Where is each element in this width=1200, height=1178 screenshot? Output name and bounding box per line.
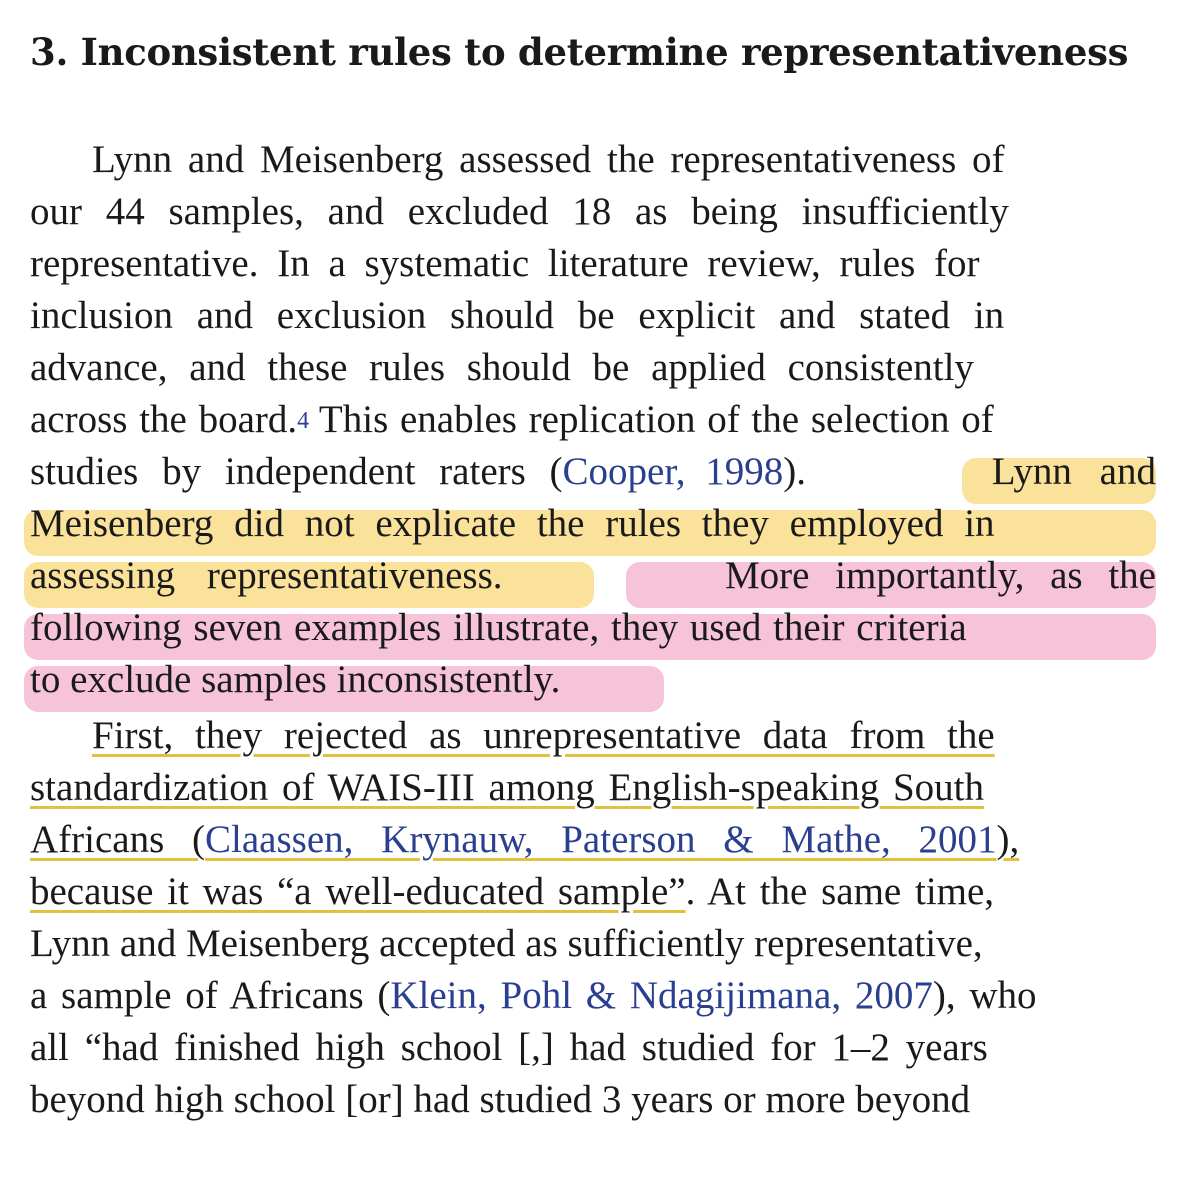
paragraph1-line — [30, 549, 1156, 602]
p1-line9-highlight-yellow: assessing representativeness — [30, 554, 493, 597]
p1-line7-mid: ). — [783, 450, 807, 493]
p1-line3-text: representative. In a systematic literature review, rules for — [30, 242, 980, 285]
p2-line1-underlined: First, they rejected as unrepresentative data from the — [92, 714, 995, 757]
p1-line1-text: Lynn and Meisenberg assessed the representativeness of — [92, 138, 1005, 181]
p1-line10-highlight: following seven examples illustrate, they used their criteria — [30, 606, 967, 649]
paragraph1-line — [30, 601, 1156, 654]
p2-line2-underlined: standardization of WAIS-III among English-speaking South — [30, 766, 985, 809]
p1-line6-pre: across the board. — [30, 398, 298, 441]
p2-line4-underlined: because it was “a well-educated sample” — [30, 870, 686, 913]
p2-line6-post: ), who — [932, 974, 1037, 1017]
p1-line7-highlight: Lynn and — [991, 450, 1156, 493]
p2-line5-text: Lynn and Meisenberg accepted as sufficiently representative, — [30, 922, 983, 965]
p2-line7-text: all “had finished high school [,] had studied for 1–2 years — [30, 1026, 988, 1069]
p2-line3-pre: Africans ( — [30, 818, 206, 861]
paragraph2-line — [30, 917, 1156, 970]
p1-line5-text: advance, and these rules should be applied consistently — [30, 346, 974, 389]
p2-line6-pre: a sample of Africans ( — [30, 974, 391, 1017]
p2-line8-text: beyond high school [or] had studied 3 years or more beyond — [30, 1078, 971, 1121]
p1-line8-highlight: Meisenberg did not explicate the rules they employed in — [30, 502, 995, 545]
p1-line6-post: This enables replication of the selection of — [318, 398, 994, 441]
citation-cooper-link[interactable]: Cooper, 1998 — [562, 450, 784, 493]
paragraph1-line — [30, 289, 1156, 342]
p2-line3-post: ), — [996, 818, 1020, 861]
p1-line7-pre: studies by independent raters ( — [30, 450, 563, 493]
paragraph2-line — [30, 813, 1156, 866]
paragraph1-line — [30, 497, 1156, 550]
p1-line11-highlight: to exclude samples inconsistently. — [30, 658, 561, 701]
paragraph1-line — [30, 133, 1156, 186]
p1-line2-text: our 44 samples, and excluded 18 as being insufficiently — [30, 190, 1009, 233]
citation-klein-link[interactable]: Klein, Pohl & Ndagijimana, 2007 — [390, 974, 933, 1017]
paragraph1-line — [30, 653, 1156, 706]
paragraph2-line — [30, 1073, 1156, 1126]
paragraph1-line: across the board. $^4$ This enables replication of the selection of — [30, 393, 1156, 446]
p1-line9-dot: . — [492, 554, 503, 597]
p1-line9-highlight-pink: More importantly, as the — [724, 554, 1156, 597]
paragraph2-line — [30, 761, 1156, 814]
paragraph1-line — [30, 185, 1156, 238]
p2-line4-post: . At the same time, — [685, 870, 995, 913]
citation-claassen-link[interactable]: Claassen, Krynauw, Paterson & Mathe, 2001 — [205, 818, 997, 861]
paragraph2-line — [30, 1021, 1156, 1074]
section-heading: 3. Inconsistent rules to determine representativeness — [30, 30, 1129, 74]
paragraph2-line — [30, 709, 1156, 762]
paragraph1-line — [30, 341, 1156, 394]
paragraph1-line — [30, 445, 1156, 498]
paragraph2-line — [30, 969, 1156, 1022]
p1-line4-text: inclusion and exclusion should be explicit and stated in — [30, 294, 1005, 337]
paragraph1-line — [30, 237, 1156, 290]
paragraph2-line — [30, 865, 1156, 918]
